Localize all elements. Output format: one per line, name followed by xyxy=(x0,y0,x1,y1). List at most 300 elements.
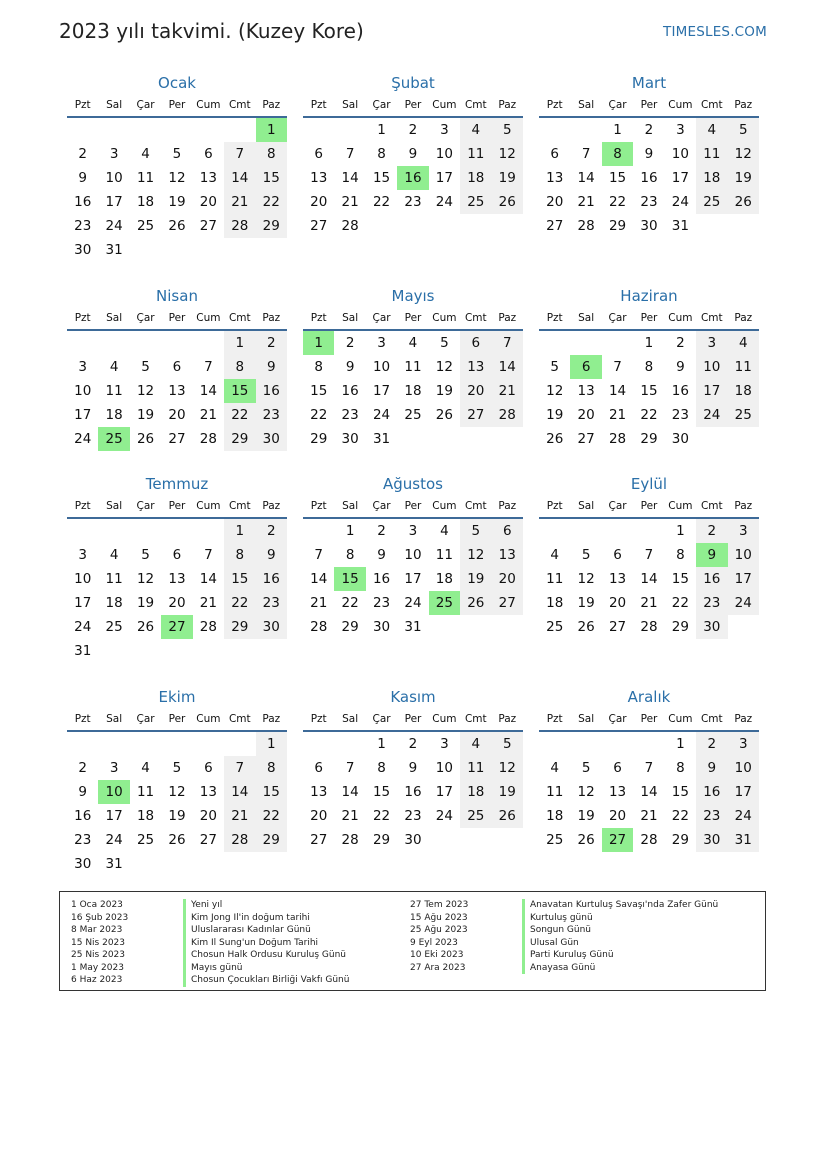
day-cell: 20 xyxy=(168,407,186,423)
day-grid xyxy=(539,519,759,639)
day-cell: 27 xyxy=(310,832,328,848)
weekday-label: Per xyxy=(168,99,186,111)
day-cell: 14 xyxy=(341,784,359,800)
day-cell: 13 xyxy=(608,571,627,587)
day-cell: 10 xyxy=(696,355,727,379)
day-cell: 7 xyxy=(644,760,654,776)
day-cell: 27 xyxy=(168,431,186,447)
month-9 xyxy=(539,473,759,639)
day-cell: 10 xyxy=(74,383,92,399)
day-cell: 12 xyxy=(577,784,595,800)
holiday-row xyxy=(71,962,349,975)
day-cell: 17 xyxy=(728,780,759,804)
day-cell: 10 xyxy=(435,760,453,776)
weekday-label: Cmt xyxy=(228,312,251,324)
weekday-label: Per xyxy=(404,99,422,111)
day-cell: 14 xyxy=(224,166,255,190)
weekday-label: Paz xyxy=(498,312,517,324)
day-cell: 30 xyxy=(341,431,359,447)
holiday-date: 27 Ara 2023 xyxy=(410,962,466,973)
day-cell: 28 xyxy=(577,218,595,234)
weekday-label: Per xyxy=(404,312,422,324)
weekday-label: Pzt xyxy=(546,99,563,111)
day-cell: 21 xyxy=(310,595,328,611)
day-cell: 16 xyxy=(696,567,727,591)
day-cell: 18 xyxy=(546,595,564,611)
day-cell: 8 xyxy=(377,146,386,162)
day-cell: 12 xyxy=(136,383,155,399)
day-cell: 11 xyxy=(728,355,759,379)
day-cell: 23 xyxy=(404,194,422,210)
day-cell: 19 xyxy=(492,780,523,804)
weekday-label: Per xyxy=(640,99,658,111)
blank-cell xyxy=(334,732,365,756)
day-cell: 7 xyxy=(204,547,213,563)
day-cell: 1 xyxy=(676,736,685,752)
day-cell: 5 xyxy=(728,118,759,142)
holiday-day-cell: 25 xyxy=(429,591,460,615)
day-cell: 3 xyxy=(440,736,449,752)
day-cell: 6 xyxy=(492,519,523,543)
day-cell: 23 xyxy=(341,407,359,423)
day-cell: 17 xyxy=(105,194,123,210)
day-cell: 6 xyxy=(613,760,622,776)
day-cell: 6 xyxy=(314,146,323,162)
day-cell: 24 xyxy=(74,619,92,635)
day-cell: 8 xyxy=(676,760,685,776)
holiday-day-cell: 6 xyxy=(570,355,601,379)
weekday-label: Çar xyxy=(608,713,627,725)
day-cell: 28 xyxy=(341,218,359,234)
day-cell: 19 xyxy=(577,808,595,824)
day-cell: 4 xyxy=(550,547,559,563)
day-cell: 17 xyxy=(728,567,759,591)
day-cell: 30 xyxy=(74,856,92,872)
weekday-label: Paz xyxy=(734,713,753,725)
day-cell: 1 xyxy=(377,736,386,752)
day-cell: 29 xyxy=(640,431,658,447)
weekday-label: Cmt xyxy=(228,713,251,725)
weekday-header xyxy=(539,308,759,329)
month-name: Ocak xyxy=(158,74,196,92)
day-cell: 13 xyxy=(546,170,564,186)
day-cell: 9 xyxy=(256,543,287,567)
day-cell: 22 xyxy=(224,403,255,427)
blank-cell xyxy=(633,519,664,543)
day-cell: 21 xyxy=(640,808,658,824)
day-cell: 2 xyxy=(256,331,287,355)
weekday-header xyxy=(67,709,287,730)
weekday-label: Cmt xyxy=(464,500,487,512)
holiday-row xyxy=(71,974,349,987)
blank-cell xyxy=(539,331,570,355)
day-cell: 8 xyxy=(224,543,255,567)
weekday-label: Cum xyxy=(196,500,221,512)
blank-cell xyxy=(303,732,334,756)
day-cell: 20 xyxy=(310,808,328,824)
day-cell: 23 xyxy=(74,218,92,234)
weekday-label: Per xyxy=(640,312,658,324)
day-cell: 22 xyxy=(372,808,391,824)
day-cell: 4 xyxy=(460,118,491,142)
day-cell: 24 xyxy=(74,431,92,447)
month-name: Aralık xyxy=(627,688,671,706)
day-cell: 10 xyxy=(74,571,92,587)
day-cell: 18 xyxy=(136,194,155,210)
day-cell: 29 xyxy=(671,832,689,848)
blank-cell xyxy=(130,519,161,543)
day-cell: 9 xyxy=(676,359,685,375)
day-cell: 16 xyxy=(256,567,287,591)
holiday-date: 1 May 2023 xyxy=(71,962,124,973)
month-name: Mart xyxy=(631,74,667,92)
day-cell: 13 xyxy=(492,543,523,567)
day-cell: 10 xyxy=(105,170,123,186)
day-cell: 9 xyxy=(345,359,355,375)
weekday-label: Pzt xyxy=(310,500,327,512)
day-cell: 28 xyxy=(310,619,328,635)
day-cell: 24 xyxy=(435,194,453,210)
blank-cell xyxy=(539,118,570,142)
weekday-label: Sal xyxy=(342,713,359,725)
holiday-day-cell: 15 xyxy=(224,379,255,403)
weekday-label: Cum xyxy=(196,312,221,324)
day-cell: 22 xyxy=(608,194,627,210)
weekday-label: Paz xyxy=(262,312,281,324)
weekday-label: Sal xyxy=(342,99,359,111)
day-cell: 17 xyxy=(435,170,453,186)
holiday-name: Ulusal Gün xyxy=(522,937,579,950)
day-cell: 30 xyxy=(696,615,727,639)
day-cell: 2 xyxy=(377,523,386,539)
day-cell: 13 xyxy=(199,170,217,186)
day-cell: 3 xyxy=(728,732,759,756)
blank-cell xyxy=(193,732,224,756)
day-cell: 18 xyxy=(460,166,491,190)
blank-cell xyxy=(334,118,365,142)
day-grid xyxy=(303,519,523,639)
holiday-row xyxy=(410,899,718,912)
day-cell: 9 xyxy=(377,547,386,563)
day-cell: 16 xyxy=(74,194,92,210)
weekday-label: Cmt xyxy=(700,99,723,111)
day-cell: 17 xyxy=(435,784,453,800)
weekday-header xyxy=(67,95,287,116)
day-cell: 27 xyxy=(546,218,564,234)
weekday-label: Pzt xyxy=(310,99,327,111)
day-grid xyxy=(303,331,523,451)
day-cell: 5 xyxy=(581,760,591,776)
holiday-row xyxy=(410,912,718,925)
day-cell: 16 xyxy=(372,571,391,587)
day-cell: 21 xyxy=(492,379,523,403)
day-grid xyxy=(539,732,759,852)
day-cell: 25 xyxy=(460,804,491,828)
day-cell: 24 xyxy=(372,407,391,423)
weekday-label: Pzt xyxy=(546,713,563,725)
day-cell: 12 xyxy=(728,142,759,166)
day-cell: 14 xyxy=(577,170,595,186)
day-cell: 14 xyxy=(310,571,328,587)
day-cell: 23 xyxy=(372,595,391,611)
weekday-label: Çar xyxy=(608,312,627,324)
day-cell: 11 xyxy=(404,359,422,375)
day-cell: 4 xyxy=(141,146,150,162)
weekday-label: Pzt xyxy=(74,312,91,324)
weekday-label: Çar xyxy=(608,500,627,512)
blank-cell xyxy=(602,519,633,543)
weekday-label: Paz xyxy=(498,500,517,512)
day-cell: 23 xyxy=(256,403,287,427)
month-7 xyxy=(67,473,287,663)
day-cell: 22 xyxy=(256,804,287,828)
day-cell: 22 xyxy=(372,194,391,210)
weekday-label: Pzt xyxy=(546,312,563,324)
day-cell: 12 xyxy=(136,571,155,587)
day-cell: 9 xyxy=(696,756,727,780)
weekday-label: Cmt xyxy=(228,99,251,111)
day-cell: 28 xyxy=(640,619,658,635)
day-cell: 19 xyxy=(577,595,595,611)
day-cell: 7 xyxy=(345,760,355,776)
day-cell: 18 xyxy=(404,383,422,399)
month-name: Nisan xyxy=(156,287,198,305)
weekday-label: Çar xyxy=(136,500,155,512)
day-cell: 1 xyxy=(224,331,255,355)
day-cell: 25 xyxy=(728,403,759,427)
weekday-label: Cum xyxy=(432,713,457,725)
day-cell: 8 xyxy=(224,355,255,379)
day-cell: 18 xyxy=(696,166,727,190)
month-name: Temmuz xyxy=(145,475,209,493)
day-cell: 12 xyxy=(492,142,523,166)
weekday-label: Cmt xyxy=(464,713,487,725)
blank-cell xyxy=(67,331,98,355)
blank-cell xyxy=(303,519,334,543)
day-grid xyxy=(67,519,287,663)
weekday-label: Pzt xyxy=(310,312,327,324)
day-cell: 15 xyxy=(608,170,627,186)
day-cell: 11 xyxy=(136,784,155,800)
day-cell: 24 xyxy=(105,832,123,848)
day-cell: 29 xyxy=(671,619,689,635)
day-cell: 14 xyxy=(608,383,627,399)
holiday-day-cell: 1 xyxy=(303,331,334,355)
day-cell: 17 xyxy=(671,170,689,186)
day-cell: 22 xyxy=(671,595,689,611)
day-cell: 29 xyxy=(256,828,287,852)
day-cell: 17 xyxy=(696,379,727,403)
day-cell: 19 xyxy=(136,595,155,611)
brand-link[interactable]: TIMESLES.COM xyxy=(663,24,767,40)
weekday-label: Cum xyxy=(668,500,693,512)
blank-cell xyxy=(570,519,601,543)
month-2 xyxy=(303,72,523,238)
day-cell: 29 xyxy=(224,427,255,451)
day-cell: 1 xyxy=(345,523,355,539)
day-cell: 29 xyxy=(310,431,328,447)
month-11 xyxy=(303,686,523,852)
blank-cell xyxy=(193,118,224,142)
day-cell: 5 xyxy=(460,519,491,543)
day-cell: 7 xyxy=(314,547,323,563)
day-cell: 2 xyxy=(78,146,87,162)
day-cell: 16 xyxy=(341,383,359,399)
day-cell: 5 xyxy=(492,732,523,756)
day-cell: 7 xyxy=(492,331,523,355)
day-cell: 6 xyxy=(204,760,213,776)
day-cell: 31 xyxy=(105,856,123,872)
day-cell: 8 xyxy=(377,760,386,776)
blank-cell xyxy=(224,118,255,142)
weekday-label: Sal xyxy=(342,500,359,512)
weekday-label: Pzt xyxy=(74,500,91,512)
holiday-day-cell: 1 xyxy=(256,118,287,142)
weekday-label: Sal xyxy=(578,99,595,111)
day-cell: 3 xyxy=(377,335,386,351)
day-cell: 14 xyxy=(199,383,217,399)
blank-cell xyxy=(98,519,129,543)
weekday-label: Cmt xyxy=(228,500,251,512)
holiday-row xyxy=(410,924,718,937)
day-cell: 14 xyxy=(199,571,217,587)
day-cell: 19 xyxy=(460,567,491,591)
weekday-header xyxy=(303,496,523,517)
weekday-label: Çar xyxy=(136,312,155,324)
day-cell: 21 xyxy=(224,190,255,214)
day-cell: 15 xyxy=(640,383,658,399)
holiday-name: Anavatan Kurtuluş Savaşı'nda Zafer Günü xyxy=(522,899,718,912)
day-cell: 3 xyxy=(109,760,119,776)
blank-cell xyxy=(130,732,161,756)
day-cell: 25 xyxy=(546,832,564,848)
day-cell: 18 xyxy=(435,571,453,587)
day-cell: 3 xyxy=(109,146,119,162)
weekday-header xyxy=(539,709,759,730)
day-cell: 11 xyxy=(546,784,564,800)
holiday-name: Uluslararası Kadınlar Günü xyxy=(183,924,311,937)
day-cell: 25 xyxy=(105,619,123,635)
day-cell: 23 xyxy=(256,591,287,615)
month-3 xyxy=(539,72,759,238)
holiday-legend xyxy=(59,891,766,991)
day-cell: 18 xyxy=(460,780,491,804)
weekday-label: Cmt xyxy=(700,312,723,324)
day-cell: 19 xyxy=(435,383,453,399)
day-cell: 25 xyxy=(696,190,727,214)
day-cell: 6 xyxy=(550,146,559,162)
day-cell: 28 xyxy=(199,619,217,635)
day-cell: 6 xyxy=(172,359,182,375)
day-cell: 26 xyxy=(492,190,523,214)
blank-cell xyxy=(67,732,98,756)
day-cell: 3 xyxy=(676,122,685,138)
day-cell: 26 xyxy=(577,832,595,848)
day-cell: 29 xyxy=(341,619,359,635)
day-cell: 9 xyxy=(78,784,87,800)
day-cell: 8 xyxy=(644,359,654,375)
day-grid xyxy=(539,331,759,451)
day-cell: 27 xyxy=(310,218,328,234)
blank-cell xyxy=(130,118,161,142)
day-cell: 14 xyxy=(640,784,658,800)
weekday-label: Sal xyxy=(342,312,359,324)
day-cell: 31 xyxy=(671,218,689,234)
day-cell: 15 xyxy=(256,780,287,804)
day-cell: 10 xyxy=(435,146,453,162)
day-cell: 23 xyxy=(74,832,92,848)
month-name: Şubat xyxy=(391,74,435,92)
day-cell: 1 xyxy=(613,122,622,138)
holiday-day-cell: 27 xyxy=(602,828,633,852)
blank-cell xyxy=(130,331,161,355)
day-cell: 3 xyxy=(78,547,87,563)
day-cell: 27 xyxy=(199,218,217,234)
holiday-date: 25 Nis 2023 xyxy=(71,950,125,960)
holiday-date: 15 Ağu 2023 xyxy=(410,912,468,923)
day-cell: 28 xyxy=(199,431,217,447)
day-cell: 5 xyxy=(581,547,591,563)
holiday-date: 27 Tem 2023 xyxy=(410,900,469,910)
day-cell: 8 xyxy=(345,547,355,563)
weekday-label: Çar xyxy=(372,713,391,725)
weekday-label: Çar xyxy=(372,99,391,111)
day-cell: 20 xyxy=(199,194,217,210)
day-cell: 11 xyxy=(460,142,491,166)
day-cell: 4 xyxy=(696,118,727,142)
weekday-header xyxy=(67,308,287,329)
weekday-label: Cmt xyxy=(464,312,487,324)
day-cell: 1 xyxy=(377,122,386,138)
day-cell: 20 xyxy=(168,595,186,611)
holiday-name: Kurtuluş günü xyxy=(522,912,593,925)
day-cell: 19 xyxy=(546,407,564,423)
day-cell: 20 xyxy=(546,194,564,210)
holiday-day-cell: 16 xyxy=(397,166,428,190)
blank-cell xyxy=(633,732,664,756)
weekday-label: Sal xyxy=(106,99,123,111)
weekday-label: Cum xyxy=(196,99,221,111)
day-cell: 2 xyxy=(644,122,654,138)
blank-cell xyxy=(570,331,601,355)
day-cell: 4 xyxy=(408,335,418,351)
day-cell: 25 xyxy=(136,218,155,234)
day-cell: 4 xyxy=(109,547,119,563)
day-cell: 13 xyxy=(577,383,595,399)
day-cell: 26 xyxy=(460,591,491,615)
blank-cell xyxy=(602,331,633,355)
day-cell: 21 xyxy=(341,194,359,210)
holiday-row xyxy=(71,899,349,912)
weekday-label: Per xyxy=(404,713,422,725)
day-cell: 10 xyxy=(372,359,391,375)
day-cell: 25 xyxy=(460,190,491,214)
weekday-header xyxy=(303,308,523,329)
day-cell: 5 xyxy=(440,335,449,351)
weekday-label: Çar xyxy=(372,500,391,512)
day-cell: 12 xyxy=(168,170,186,186)
day-cell: 17 xyxy=(372,383,391,399)
holiday-legend-column-1 xyxy=(71,899,349,987)
day-cell: 7 xyxy=(581,146,591,162)
blank-cell xyxy=(570,118,601,142)
day-cell: 24 xyxy=(728,591,759,615)
day-cell: 14 xyxy=(640,571,658,587)
holiday-name: Yeni yıl xyxy=(183,899,222,912)
day-cell: 12 xyxy=(577,571,595,587)
blank-cell xyxy=(303,118,334,142)
blank-cell xyxy=(224,732,255,756)
